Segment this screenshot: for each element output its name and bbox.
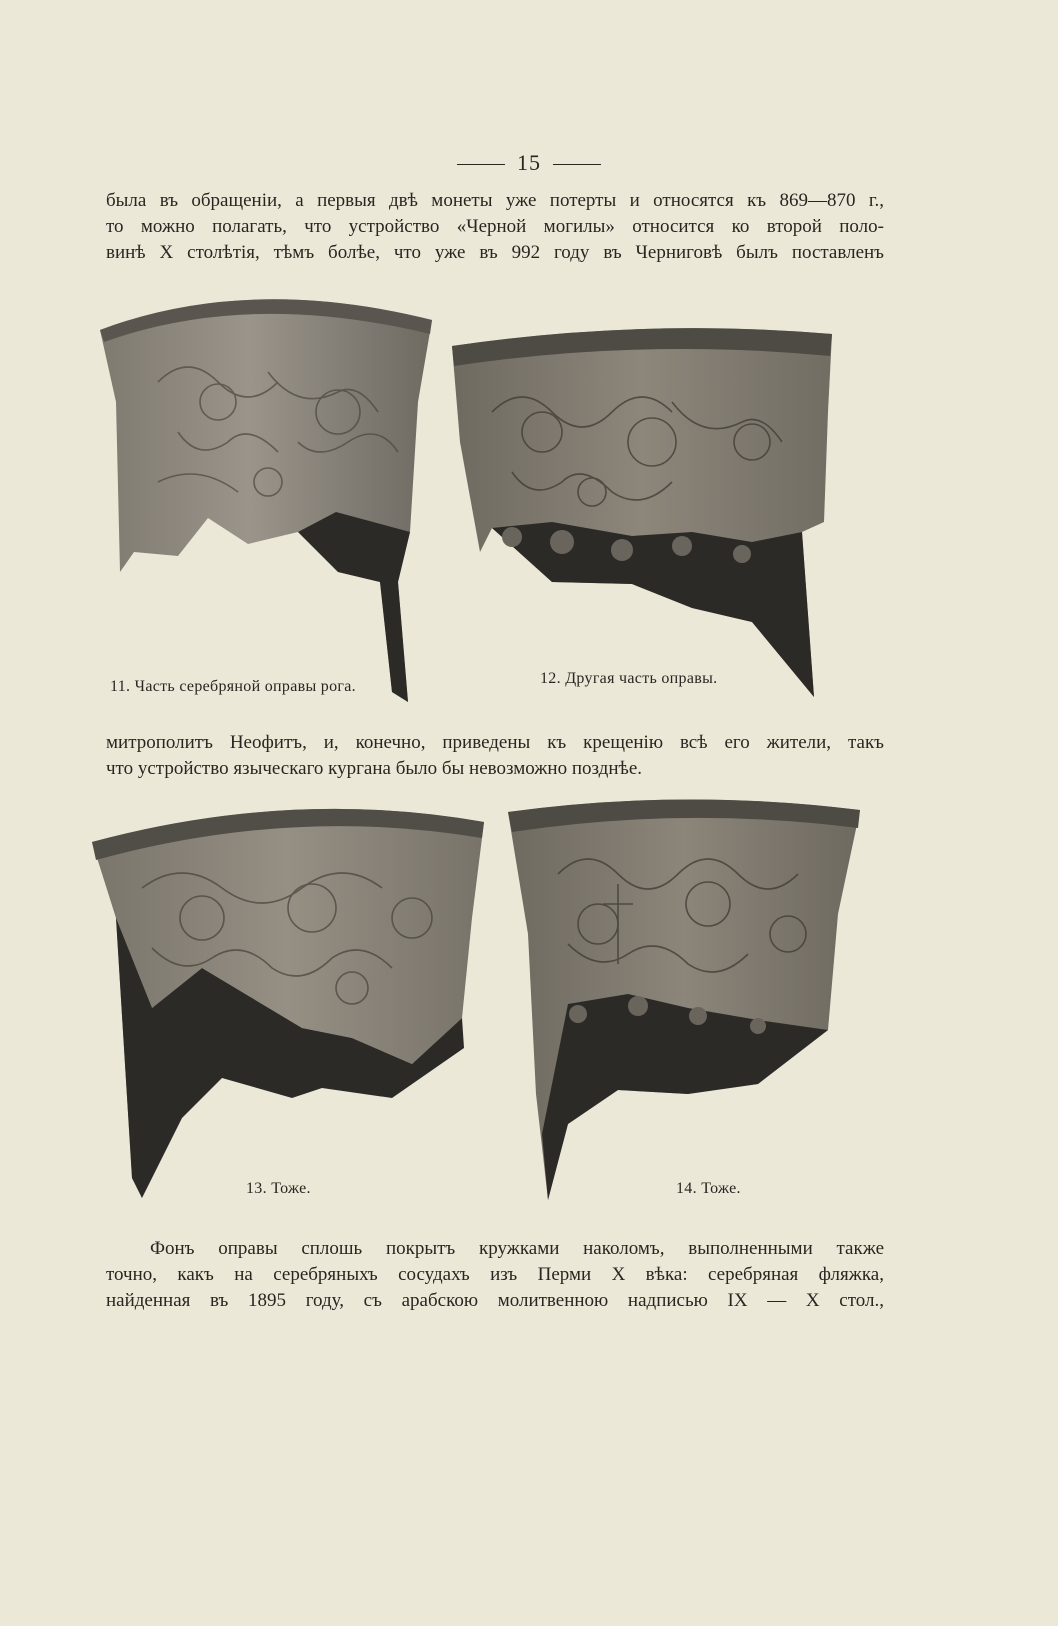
figure-14-number: 14. [676,1180,697,1197]
figure-13-caption [246,1180,311,1198]
figure-11-text: Часть серебряной оправы рога. [134,678,356,695]
paragraph-3-line-2: точно, какъ на серебряныхъ сосудахъ изъ Перми X вѣка: серебряная фляжка, [106,1264,884,1285]
figure-11-number: 11. [110,678,131,695]
figure-13-text: Тоже. [271,1180,311,1197]
figure-14-text: Тоже. [701,1180,741,1197]
page-number-dash-right [553,164,601,165]
page-number [0,150,1058,176]
paragraph-1 [106,188,884,266]
figure-12-text: Другая часть оправы. [565,670,718,687]
paragraph-1-line-3: винѣ X столѣтія, тѣмъ болѣе, что уже въ 992 году въ Черниговѣ былъ поставленъ [106,242,884,263]
paragraph-1-line-1: была въ обращеніи, а первыя двѣ монеты уже потерты и относятся къ 869—870 г., [106,190,884,211]
paragraph-1-line-2: то можно полагать, что устройство «Черной могилы» относится ко второй поло- [106,216,884,237]
paragraph-2 [106,730,884,782]
paragraph-3-line-1: Фонъ оправы сплошь покрытъ кружками наколомъ, выполненными также [150,1238,884,1259]
figure-11-caption [110,678,356,696]
figure-12-photo [452,322,832,702]
paragraph-3-line-3: найденная въ 1895 году, съ арабскою молитвенною надписью IX — X стол., [106,1290,884,1311]
figure-13-number: 13. [246,1180,267,1197]
figure-13-photo [92,798,492,1198]
page-number-dash-left [457,164,505,165]
page-number-value: 15 [517,150,541,175]
paragraph-2-line-2: что устройство языческаго кургана было бы невозможно позднѣе. [106,758,642,779]
figure-11-photo [98,282,433,702]
paragraph-3 [106,1236,884,1314]
figure-14-caption [676,1180,741,1198]
figure-12-number: 12. [540,670,561,687]
paragraph-2-line-1: митрополитъ Неофитъ, и, конечно, приведены къ крещенію всѣ его жители, такъ [106,732,884,753]
figure-12-caption [540,670,717,688]
figure-14-photo [508,794,860,1200]
